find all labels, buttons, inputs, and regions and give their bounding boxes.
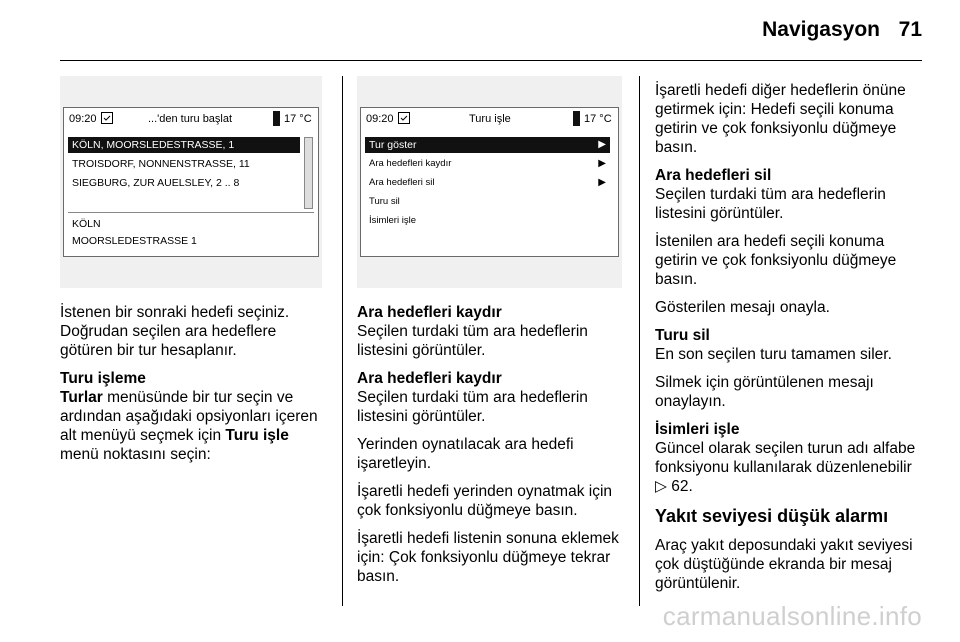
clock: 09:20 <box>69 113 97 125</box>
column-3 <box>655 81 927 602</box>
bold-term: Turu işle <box>225 427 289 444</box>
paragraph: İstenen bir sonraki hedefi seçiniz. Doğrudan seçilen ara hedeflere götüren bir tur hesaplanır. <box>60 304 290 359</box>
watermark: carmanualsonline.info <box>662 601 922 631</box>
chevron-right-icon: ▶ <box>598 158 606 169</box>
route-icon <box>101 112 113 127</box>
section-title: Yakıt seviyesi düşük alarmı <box>655 506 889 526</box>
section-heading: Ara hedefleri sil <box>655 167 772 184</box>
paragraph: Araç yakıt deposundaki yakıt seviyesi çok düştüğünde ekranda bir mesaj görüntülenir. <box>655 537 913 592</box>
paragraph: İstenilen ara hedefi seçili konuma getirin ve çok fonksiyonlu düğmeye basın. <box>655 233 897 288</box>
paragraph <box>655 439 927 496</box>
screen-title: ...'den turu başlat <box>148 113 233 125</box>
thermometer-icon <box>272 111 281 129</box>
paragraph: İşaretli hedefi diğer hedeflerin önüne getirmek için: Hedefi seçili konuma getirin ve çok fonksiyonlu düğmeye basın. <box>655 82 906 156</box>
temperature: 17 °C <box>584 113 612 125</box>
chevron-right-icon: ▶ <box>598 139 606 150</box>
section-heading: Turu sil <box>655 327 710 344</box>
list-item[interactable]: KÖLN, MOORSLEDESTRASSE, 1 <box>68 137 300 153</box>
menu-item[interactable] <box>365 137 610 153</box>
page-ref-icon: ▷ <box>655 478 667 495</box>
paragraph: En son seçilen turu tamamen siler. <box>655 346 892 363</box>
page-number: 71 <box>898 18 922 41</box>
paragraph: Gösterilen mesajı onayla. <box>655 299 830 316</box>
section-heading: Ara hedefleri kaydır <box>357 304 502 321</box>
info-line: MOORSLEDESTRASSE 1 <box>72 235 197 247</box>
temperature: 17 °C <box>284 113 312 125</box>
column-divider-1 <box>342 76 343 606</box>
thermometer-icon <box>572 111 581 129</box>
text-run: Güncel olarak seçilen turun adı alfabe fonksiyonu kullanılarak düzenlenebilir <box>655 440 916 476</box>
page-reference[interactable]: 62. <box>666 478 693 495</box>
paragraph: İşaretli hedefi listenin sonuna eklemek için: Çok fonksiyonlu düğmeye tekrar basın. <box>357 530 619 585</box>
paragraph: Silmek için görüntülenen mesajı onaylayın. <box>655 374 874 410</box>
paragraph: Seçilen turdaki tüm ara hedeflerin listesini görüntüler. <box>655 186 886 222</box>
column-2 <box>357 303 629 595</box>
paragraph: Seçilen turdaki tüm ara hedeflerin listesini görüntüler. <box>357 323 588 359</box>
column-divider-2 <box>639 76 640 606</box>
menu-item-label: Ara hedefleri sil <box>369 177 435 188</box>
paragraph <box>60 388 330 464</box>
menu-item[interactable]: Turu sil <box>369 196 400 207</box>
paragraph: Seçilen turdaki tüm ara hedeflerin listesini görüntüler. <box>357 389 588 425</box>
status-bar <box>361 108 618 130</box>
screen-figure-2 <box>357 76 622 288</box>
list-item[interactable]: SIEGBURG, ZUR AUELSLEY, 2 .. 8 <box>72 177 240 189</box>
text-run: menüsünde bir tur seçin ve ardından aşağıdaki opsiyonları içeren alt menüyü seçmek için <box>60 389 318 444</box>
info-line: KÖLN <box>72 218 101 230</box>
bold-term: Turlar <box>60 389 103 406</box>
menu-item[interactable]: İsimleri işle <box>369 215 416 226</box>
section-heading: Ara hedefleri kaydır <box>357 370 502 387</box>
chevron-right-icon: ▶ <box>598 177 606 188</box>
display-screen-2 <box>360 107 619 257</box>
column-1 <box>60 303 330 473</box>
page-title: Navigasyon <box>762 18 880 41</box>
menu-item-label: Ara hedefleri kaydır <box>369 158 452 169</box>
paragraph: İşaretli hedefi yerinden oynatmak için çok fonksiyonlu düğmeye basın. <box>357 483 613 519</box>
header-divider <box>60 60 922 61</box>
route-icon <box>398 112 410 127</box>
screen-figure-1 <box>60 76 322 288</box>
screen-title: Turu işle <box>469 113 511 125</box>
menu-item-label: Tur göster <box>369 139 417 151</box>
paragraph: Yerinden oynatılacak ara hedefi işaretleyin. <box>357 436 574 472</box>
text-run: menü noktasını seçin: <box>60 446 211 463</box>
list-item[interactable]: TROISDORF, NONNENSTRASSE, 11 <box>72 158 250 170</box>
menu-item[interactable] <box>365 175 610 191</box>
display-screen-1 <box>63 107 319 257</box>
menu-item[interactable] <box>365 156 610 172</box>
divider <box>68 212 314 213</box>
clock: 09:20 <box>366 113 394 125</box>
section-heading: Turu işleme <box>60 370 146 387</box>
scrollbar[interactable] <box>304 137 313 209</box>
status-bar <box>64 108 318 130</box>
section-heading: İsimleri işle <box>655 421 740 438</box>
